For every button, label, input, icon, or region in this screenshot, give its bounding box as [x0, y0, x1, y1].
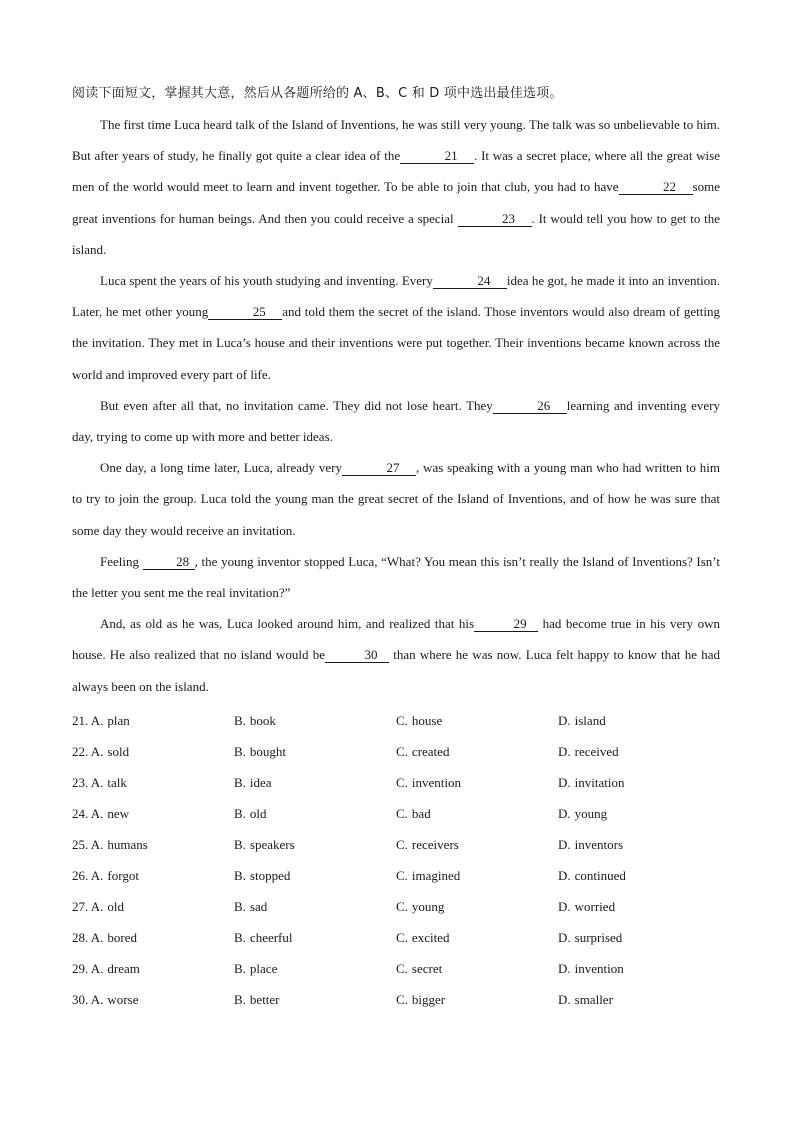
option-b[interactable]	[234, 829, 396, 860]
option-letter: B.	[234, 899, 246, 914]
option-letter: D.	[558, 806, 571, 821]
text: idea he got, he made it into an invention. Later, he met other young	[72, 273, 721, 320]
paragraph-5	[72, 546, 720, 608]
blank-26: 26	[493, 398, 567, 414]
option-b[interactable]	[234, 798, 396, 829]
option-b[interactable]	[234, 705, 396, 736]
text: had become true in his very own house. He also realized that no island would be	[72, 616, 720, 663]
option-text: better	[249, 992, 280, 1007]
paragraph-6	[72, 608, 720, 702]
option-letter: B.	[234, 775, 246, 790]
option-letter: D.	[558, 992, 571, 1007]
text: The first time Luca heard talk of the Island of Inventions, he was still very young. The talk was so unbelievable to him. But after years of study, he finally got quite a clear idea of the	[72, 117, 720, 164]
text: some great inventions for human beings. And then you could receive a special	[72, 179, 720, 226]
option-text: bad	[411, 806, 431, 821]
option-c[interactable]	[396, 953, 558, 984]
blank-25: 25	[208, 304, 282, 320]
option-text: young	[411, 899, 445, 914]
paragraph-2	[72, 265, 720, 390]
option-a[interactable]	[72, 767, 234, 798]
question-row	[72, 860, 720, 891]
option-text: smaller	[574, 992, 613, 1007]
blank-27: 27	[342, 460, 416, 476]
option-c[interactable]	[396, 860, 558, 891]
option-text: new	[107, 806, 130, 821]
blank-30: 30	[325, 647, 389, 663]
option-letter: B.	[234, 868, 246, 883]
option-c[interactable]	[396, 922, 558, 953]
option-d[interactable]	[558, 767, 720, 798]
option-d[interactable]	[558, 922, 720, 953]
text: One day, a long time later, Luca, already very	[100, 460, 342, 476]
option-a[interactable]	[72, 984, 234, 1015]
blank-21: 21	[400, 148, 474, 164]
option-letter: C.	[396, 837, 408, 852]
option-letter: D.	[558, 899, 571, 914]
text: than where he was now. Luca felt happy to know that he had always been on the island.	[72, 647, 720, 694]
option-text: house	[411, 713, 443, 728]
option-text: old	[249, 806, 267, 821]
option-letter: B.	[234, 713, 246, 728]
option-letter: 22. A.	[72, 744, 104, 759]
option-letter: D.	[558, 775, 571, 790]
question-row	[72, 767, 720, 798]
option-a[interactable]	[72, 891, 234, 922]
option-c[interactable]	[396, 736, 558, 767]
option-a[interactable]	[72, 705, 234, 736]
option-c[interactable]	[396, 767, 558, 798]
question-row	[72, 922, 720, 953]
option-letter: 25. A.	[72, 837, 104, 852]
text: , the young inventor stopped Luca, “What? You mean this isn’t really the Island of Inventions? Isn’t the letter you sent me the real invitation?”	[72, 553, 721, 601]
option-text: secret	[411, 961, 443, 976]
option-a[interactable]	[72, 798, 234, 829]
option-b[interactable]	[234, 953, 396, 984]
option-a[interactable]	[72, 860, 234, 891]
option-text: invention	[574, 961, 624, 976]
reading-passage	[72, 78, 720, 702]
option-text: talk	[107, 775, 127, 790]
option-letter: 27. A.	[72, 899, 104, 914]
option-letter: B.	[234, 930, 246, 945]
option-d[interactable]	[558, 798, 720, 829]
option-letter: 21. A.	[72, 713, 104, 728]
question-row	[72, 891, 720, 922]
text: Feeling	[100, 553, 139, 569]
option-letter: C.	[396, 775, 408, 790]
option-letter: C.	[396, 930, 408, 945]
option-text: created	[411, 744, 450, 759]
option-letter: D.	[558, 961, 571, 976]
option-b[interactable]	[234, 736, 396, 767]
option-text: speakers	[249, 837, 295, 852]
option-b[interactable]	[234, 860, 396, 891]
option-d[interactable]	[558, 891, 720, 922]
blank-22: 22	[619, 179, 693, 195]
option-text: humans	[107, 837, 148, 852]
question-row	[72, 984, 720, 1015]
option-b[interactable]	[234, 891, 396, 922]
option-text: receivers	[411, 837, 459, 852]
option-letter: 24. A.	[72, 806, 104, 821]
option-letter: C.	[396, 806, 408, 821]
text: Luca spent the years of his youth studying and inventing. Every	[100, 273, 433, 289]
option-text: old	[107, 899, 125, 914]
option-letter: B.	[234, 837, 246, 852]
answer-options	[72, 705, 720, 1015]
option-letter: C.	[396, 713, 408, 728]
option-letter: D.	[558, 837, 571, 852]
question-row	[72, 705, 720, 736]
option-text: worried	[574, 899, 616, 914]
question-row	[72, 953, 720, 984]
option-text: continued	[574, 868, 626, 883]
option-letter: C.	[396, 899, 408, 914]
option-letter: C.	[396, 992, 408, 1007]
option-text: idea	[249, 775, 272, 790]
option-text: island	[574, 713, 606, 728]
option-letter: C.	[396, 744, 408, 759]
option-text: received	[574, 744, 619, 759]
text: , was speaking with a young man who had written to him to try to join the group. Luca told the young man the great secret of the Island of Inventions, and of how he was sure that some day they would receive an invitation.	[72, 460, 720, 538]
option-a[interactable]	[72, 953, 234, 984]
option-d[interactable]	[558, 705, 720, 736]
paragraph-3	[72, 390, 720, 452]
option-text: bored	[107, 930, 138, 945]
blank-24: 24	[433, 273, 507, 289]
option-text: imagined	[411, 868, 461, 883]
option-letter: 26. A.	[72, 868, 104, 883]
option-text: excited	[411, 930, 450, 945]
option-a[interactable]	[72, 736, 234, 767]
blank-29: 29	[474, 616, 538, 632]
option-letter: 23. A.	[72, 775, 104, 790]
option-d[interactable]	[558, 860, 720, 891]
question-row	[72, 736, 720, 767]
option-text: invention	[411, 775, 462, 790]
option-a[interactable]	[72, 922, 234, 953]
option-c[interactable]	[396, 705, 558, 736]
option-b[interactable]	[234, 922, 396, 953]
option-letter: C.	[396, 868, 408, 883]
option-c[interactable]	[396, 798, 558, 829]
option-text: plan	[107, 713, 130, 728]
option-letter: 28. A.	[72, 930, 104, 945]
option-text: surprised	[574, 930, 623, 945]
paragraph-4	[72, 452, 720, 546]
option-text: bought	[249, 744, 287, 759]
option-a[interactable]	[72, 829, 234, 860]
text: And, as old as he was, Luca looked around him, and realized that his	[100, 616, 475, 632]
text: . It was a secret place, where all the great wise men of the world would meet to learn and invent together. To be able to join that club, you had to have	[72, 148, 721, 195]
option-text: sad	[249, 899, 268, 914]
option-text: bigger	[411, 992, 446, 1007]
option-d[interactable]	[558, 953, 720, 984]
paragraph-1	[72, 109, 720, 265]
option-letter: B.	[234, 806, 246, 821]
question-row	[72, 798, 720, 829]
option-letter: C.	[396, 961, 408, 976]
option-d[interactable]	[558, 829, 720, 860]
option-text: invitation	[574, 775, 625, 790]
option-text: young	[574, 806, 608, 821]
option-text: dream	[107, 961, 140, 976]
option-c[interactable]	[396, 829, 558, 860]
option-d[interactable]	[558, 984, 720, 1015]
option-letter: B.	[234, 961, 246, 976]
option-d[interactable]	[558, 736, 720, 767]
option-letter: B.	[234, 992, 246, 1007]
instruction-text: 阅读下面短文，掌握其大意，然后从各题所给的 A、B、C 和 D 项中选出最佳选项。	[72, 86, 563, 101]
option-letter: D.	[558, 868, 571, 883]
option-c[interactable]	[396, 891, 558, 922]
option-text: book	[249, 713, 276, 728]
option-text: forgot	[107, 868, 139, 883]
option-letter: D.	[558, 713, 571, 728]
text: . It would tell you how to get to the island.	[72, 210, 721, 257]
option-text: place	[249, 961, 278, 976]
option-letter: B.	[234, 744, 246, 759]
option-c[interactable]	[396, 984, 558, 1015]
option-b[interactable]	[234, 984, 396, 1015]
option-b[interactable]	[234, 767, 396, 798]
option-text: worse	[107, 992, 139, 1007]
blank-23: 23	[458, 211, 532, 227]
option-letter: 30. A.	[72, 992, 104, 1007]
option-letter: D.	[558, 744, 571, 759]
text: and told them the secret of the island. Those inventors would also dream of getting the invitation. They met in Luca’s house and their inventions were put together. Their inventions became known across the world and improved every part of life.	[72, 304, 720, 382]
option-text: inventors	[574, 837, 624, 852]
option-text: cheerful	[249, 930, 293, 945]
text: learning and inventing every day, trying to come up with more and better ideas.	[72, 397, 720, 445]
question-row	[72, 829, 720, 860]
text: But even after all that, no invitation came. They did not lose heart. They	[100, 397, 493, 413]
option-text: sold	[107, 744, 130, 759]
option-letter: D.	[558, 930, 571, 945]
option-letter: 29. A.	[72, 961, 104, 976]
blank-28: 28	[143, 554, 195, 570]
option-text: stopped	[249, 868, 291, 883]
